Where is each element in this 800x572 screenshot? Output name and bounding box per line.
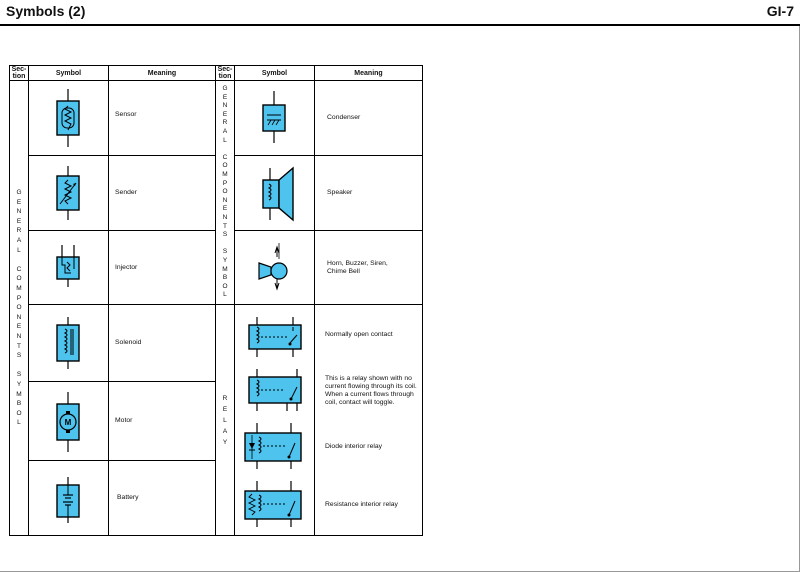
- col-header-symbol-right: Symbol: [234, 65, 315, 81]
- symbol-cell-battery: [28, 460, 109, 536]
- meaning-speaker: Speaker: [314, 155, 423, 231]
- symbol-cell-injector: [28, 230, 109, 305]
- symbol-cell-solenoid: [28, 304, 109, 382]
- relay-toggle-icon: [249, 369, 301, 411]
- col-header-symbol-left: Symbol: [28, 65, 109, 81]
- meaning-condenser: Condenser: [314, 80, 423, 156]
- motor-icon: [29, 382, 110, 462]
- col-header-section-right: Sec- tion: [215, 65, 235, 81]
- meaning-relay-toggle: This is a relay shown with no current flowing through its coil. When a current flows through coil, contact will toggle.: [325, 375, 417, 406]
- symbol-cell-sensor: [28, 80, 109, 156]
- speaker-icon: [235, 156, 316, 232]
- relay-open-icon: [249, 317, 301, 357]
- col-header-section-left: Sec- tion: [9, 65, 29, 81]
- solenoid-icon: [29, 305, 110, 383]
- symbol-cell-relays: [234, 304, 315, 536]
- section-relay: R E L A Y: [215, 304, 235, 536]
- relay-symbols-group: [235, 305, 316, 537]
- meaning-relay-diode: Diode interior relay: [325, 443, 383, 450]
- page-code: GI-7: [766, 3, 794, 19]
- section-general-components-right: G E N E R A L C O M P O N E N T S S Y M B O L: [215, 80, 235, 305]
- meaning-battery: Battery: [108, 460, 216, 536]
- horn-icon: [235, 231, 316, 306]
- resistance-relay-icon: [245, 481, 301, 527]
- meaning-sender: Sender: [108, 155, 216, 231]
- battery-icon: [29, 461, 110, 537]
- meaning-horn: Horn, Buzzer, Siren, Chime Bell: [314, 230, 423, 305]
- diode-relay-icon: [245, 423, 301, 469]
- symbol-cell-motor: [28, 381, 109, 461]
- meaning-relay-open: Normally open contact: [325, 331, 393, 338]
- page-header: [0, 0, 800, 26]
- meaning-injector: Injector: [108, 230, 216, 305]
- col-header-meaning-right: Meaning: [314, 65, 423, 81]
- injector-icon: [29, 231, 110, 306]
- relay-meanings-cell: [314, 304, 423, 536]
- symbol-cell-speaker: [234, 155, 315, 231]
- condenser-icon: [235, 81, 316, 157]
- section-general-components-left: G E N E R A L C O M P O N E N T S S Y M B O L: [9, 80, 29, 536]
- symbol-cell-sender: [28, 155, 109, 231]
- meaning-sensor: Sensor: [108, 80, 216, 156]
- col-header-meaning-left: Meaning: [108, 65, 216, 81]
- meaning-motor: Motor: [108, 381, 216, 461]
- meaning-relay-resistance: Resistance interior relay: [325, 501, 398, 508]
- sender-icon: [29, 156, 110, 232]
- sensor-icon: [29, 81, 110, 157]
- page-title: Symbols (2): [6, 3, 86, 19]
- meaning-solenoid: Solenoid: [108, 304, 216, 382]
- symbol-cell-horn: [234, 230, 315, 305]
- motor-symbol-letter: M: [64, 418, 72, 427]
- symbol-cell-condenser: [234, 80, 315, 156]
